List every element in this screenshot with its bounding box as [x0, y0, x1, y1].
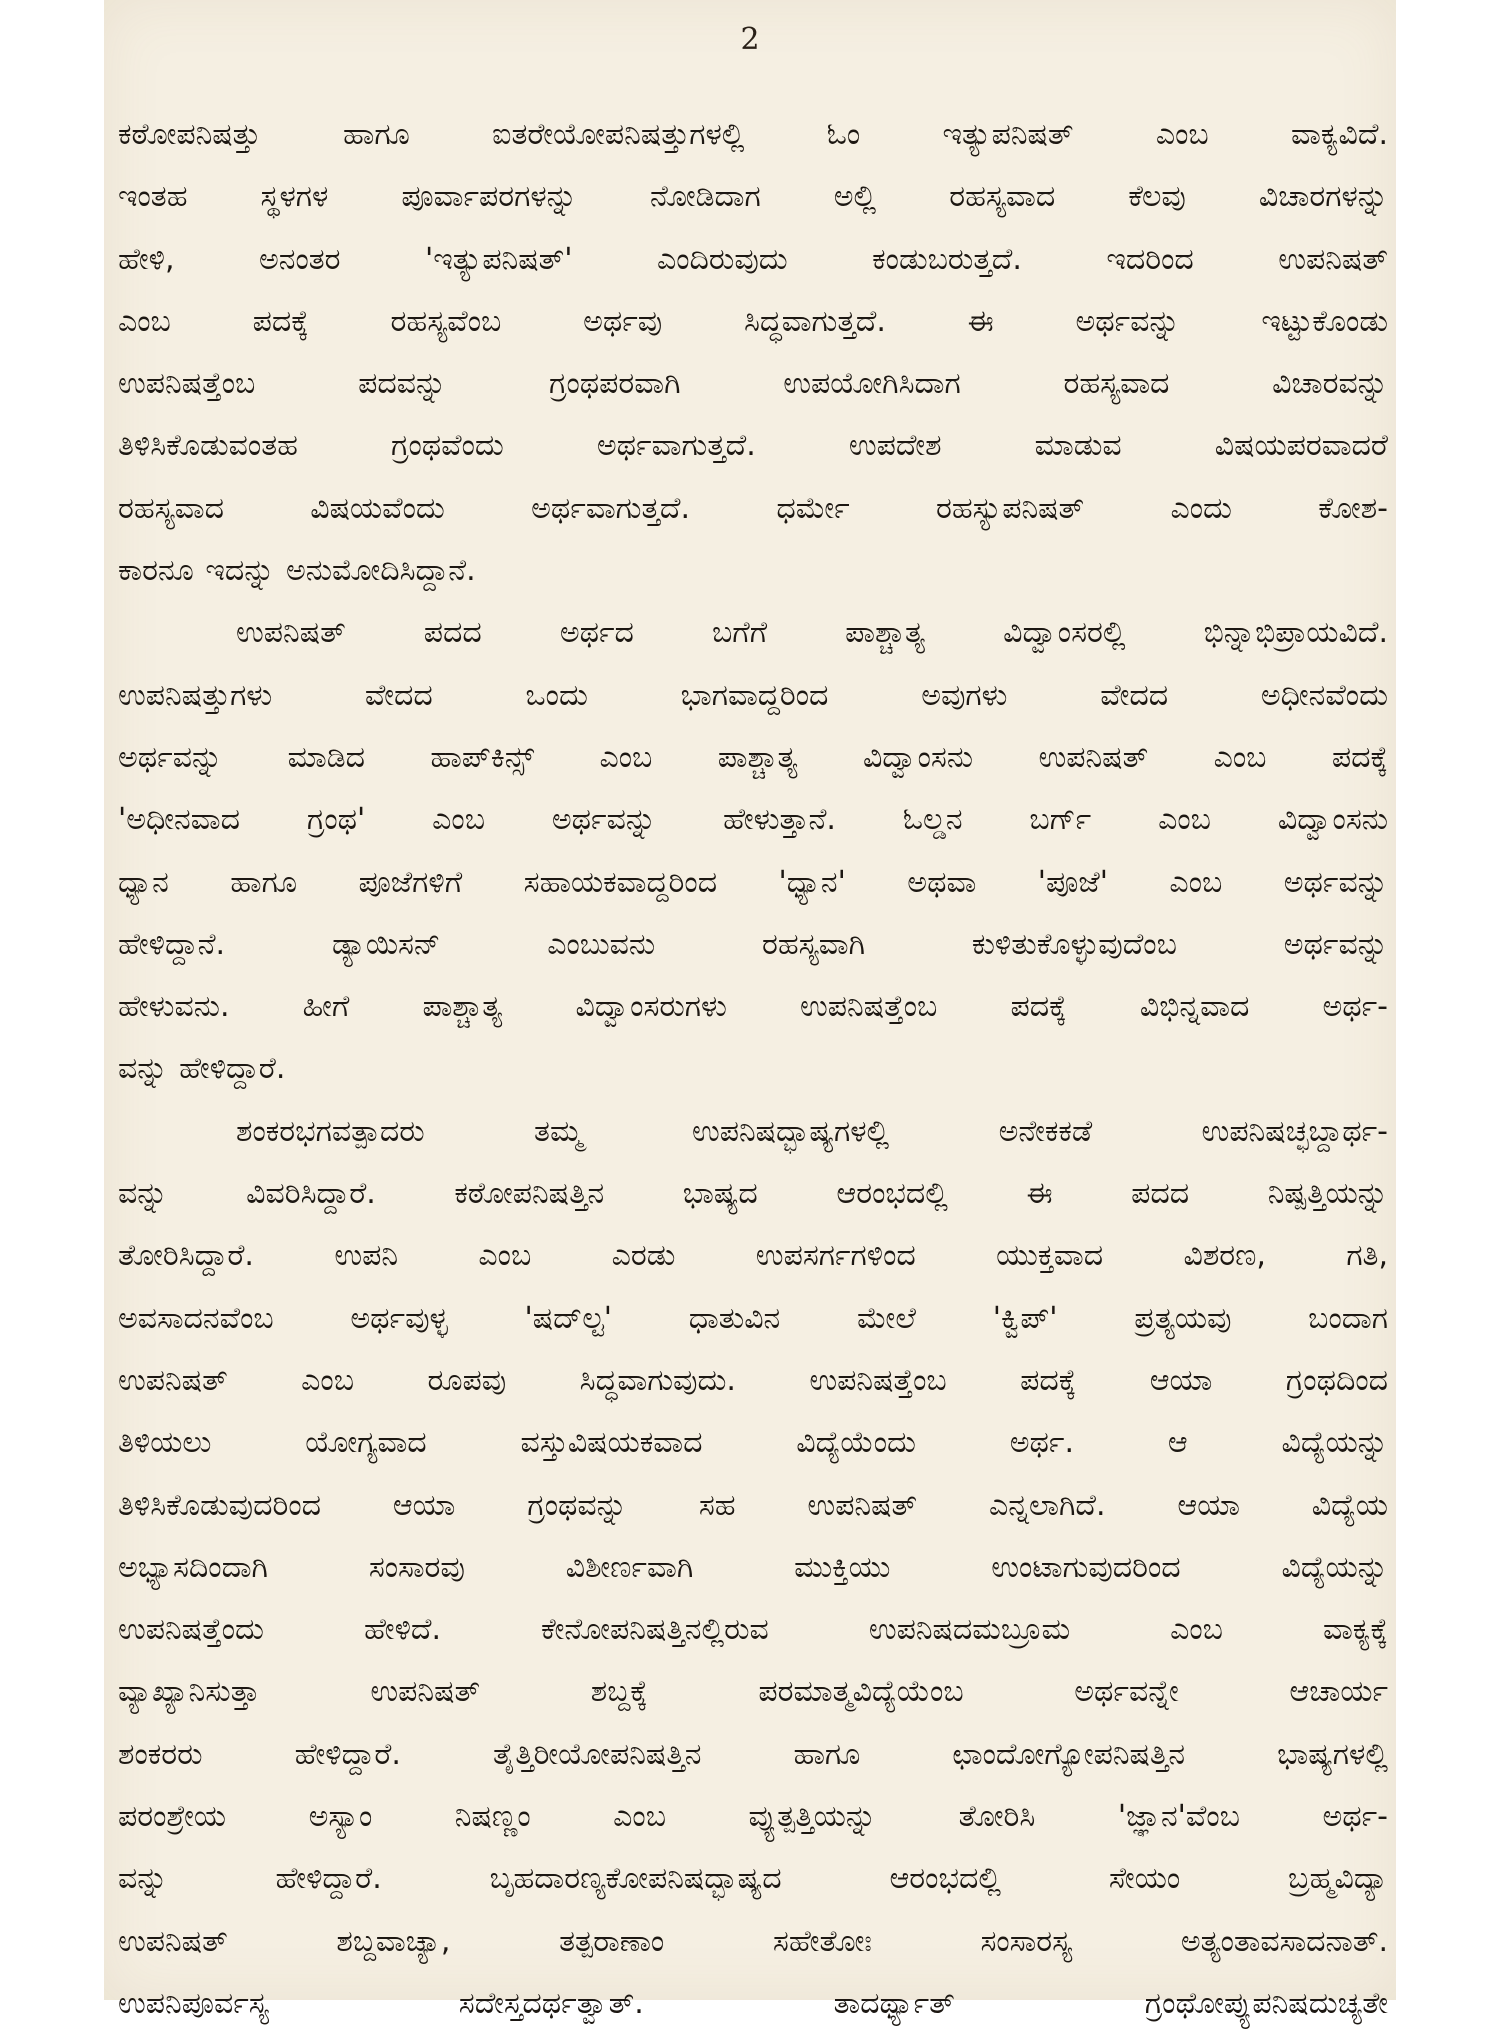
text-line: ಹೇಳುವನು. ಹೀಗೆ ಪಾಶ್ಚಾತ್ಯ ವಿದ್ವಾಂಸರುಗಳು ಉಪನಿಷತ್ತೆಂಬ ಪದಕ್ಕೆ ವಿಭಿನ್ನವಾದ ಅರ್ಥ-	[118, 989, 1388, 1025]
text-line: ಕಾರನೂ ಇದನ್ನು ಅನುಮೋದಿಸಿದ್ದಾನೆ.	[118, 553, 476, 589]
text-line: ಉಪನಿಪೂರ್ವಸ್ಯ ಸದೇಸ್ತದರ್ಥತ್ವಾತ್. ತಾದರ್ಥ್ಯಾತ್ ಗ್ರಂಥೋಪ್ಯುಪನಿಷದುಚ್ಯತೇ	[118, 1985, 1388, 2021]
text-line: ಧ್ಯಾನ ಹಾಗೂ ಪೂಜೆಗಳಿಗೆ ಸಹಾಯಕವಾದ್ದರಿಂದ 'ಧ್ಯಾನ' ಅಥವಾ 'ಪೂಜೆ' ಎಂಬ ಅರ್ಥವನ್ನು	[118, 864, 1388, 900]
text-line: ಉಪನಿಷತ್ತೆಂಬ ಪದವನ್ನು ಗ್ರಂಥಪರವಾಗಿ ಉಪಯೋಗಿಸಿದಾಗ ರಹಸ್ಯವಾದ ವಿಚಾರವನ್ನು	[118, 366, 1388, 402]
text-line: ಉಪನಿಷತ್ತುಗಳು ವೇದದ ಒಂದು ಭಾಗವಾದ್ದರಿಂದ ಅವುಗಳು ವೇದದ ಅಧೀನವೆಂದು	[118, 677, 1388, 713]
text-line: ಉಪನಿಷತ್ ಶಬ್ದವಾಚ್ಯಾ, ತತ್ಪರಾಣಾಂ ಸಹೇತೋಃ ಸಂಸಾರಸ್ಯ ಅತ್ಯಂತಾವಸಾದನಾತ್.	[118, 1923, 1388, 1959]
text-line: ಪರಂಶ್ರೇಯ ಅಸ್ಯಾಂ ನಿಷಣ್ಣಂ ಎಂಬ ವ್ಯುತ್ಪತ್ತಿಯನ್ನು ತೋರಿಸಿ 'ಜ್ಞಾನ'ವೆಂಬ ಅರ್ಥ-	[118, 1799, 1388, 1835]
text-line: ಅವಸಾದನವೆಂಬ ಅರ್ಥವುಳ್ಳ 'ಷದ್‌ಲ್ಟ' ಧಾತುವಿನ ಮೇಲೆ 'ಕ್ವಿಪ್' ಪ್ರತ್ಯಯವು ಬಂದಾಗ	[118, 1300, 1388, 1336]
text-line: ಹೇಳಿದ್ದಾನೆ. ಡ್ಯಾಯಿಸನ್ ಎಂಬುವನು ರಹಸ್ಯವಾಗಿ ಕುಳಿತುಕೊಳ್ಳುವುದೆಂಬ ಅರ್ಥವನ್ನು	[118, 926, 1388, 962]
text-line: ಹೇಳಿ, ಅನಂತರ 'ಇತ್ಯುಪನಿಷತ್' ಎಂದಿರುವುದು ಕಂಡುಬರುತ್ತದೆ. ಇದರಿಂದ ಉಪನಿಷತ್	[118, 241, 1388, 277]
paragraph-start-line: ಉಪನಿಷತ್ ಪದದ ಅರ್ಥದ ಬಗೆಗೆ ಪಾಶ್ಚಾತ್ಯ ವಿದ್ವಾಂಸರಲ್ಲಿ ಭಿನ್ನಾಭಿಪ್ರಾಯವಿದೆ.	[236, 615, 1388, 651]
page-number: 2	[740, 22, 760, 57]
text-line: ತಿಳಿಸಿಕೊಡುವುದರಿಂದ ಆಯಾ ಗ್ರಂಥವನ್ನು ಸಹ ಉಪನಿಷತ್ ಎನ್ನಲಾಗಿದೆ. ಆಯಾ ವಿದ್ಯೆಯ	[118, 1487, 1388, 1523]
text-line: ವನ್ನು ಹೇಳಿದ್ದಾರೆ.	[118, 1051, 286, 1087]
paragraph-start-line: ಶಂಕರಭಗವತ್ಪಾದರು ತಮ್ಮ ಉಪನಿಷದ್ಭಾಷ್ಯಗಳಲ್ಲಿ ಅನೇಕಕಡೆ ಉಪನಿಷಚ್ಛಬ್ದಾರ್ಥ-	[236, 1113, 1388, 1149]
text-line: ಉಪನಿಷತ್ತೆಂದು ಹೇಳಿದೆ. ಕೇನೋಪನಿಷತ್ತಿನಲ್ಲಿರುವ ಉಪನಿಷದಮಬ್ರೂಮ ಎಂಬ ವಾಕ್ಯಕ್ಕೆ	[118, 1612, 1388, 1648]
book-page	[104, 0, 1396, 2021]
text-line: ಉಪನಿಷತ್ ಎಂಬ ರೂಪವು ಸಿದ್ಧವಾಗುವುದು. ಉಪನಿಷತ್ತೆಂಬ ಪದಕ್ಕೆ ಆಯಾ ಗ್ರಂಥದಿಂದ	[118, 1362, 1388, 1398]
text-line: ರಹಸ್ಯವಾದ ವಿಷಯವೆಂದು ಅರ್ಥವಾಗುತ್ತದೆ. ಧರ್ಮೇ ರಹಸ್ಯುಪನಿಷತ್ ಎಂದು ಕೋಶ-	[118, 490, 1388, 526]
text-line: ತಿಳಿಯಲು ಯೋಗ್ಯವಾದ ವಸ್ತುವಿಷಯಕವಾದ ವಿದ್ಯೆಯೆಂದು ಅರ್ಥ. ಆ ವಿದ್ಯೆಯನ್ನು	[118, 1425, 1388, 1461]
text-line: ವನ್ನು ವಿವರಿಸಿದ್ದಾರೆ. ಕಠೋಪನಿಷತ್ತಿನ ಭಾಷ್ಯದ ಆರಂಭದಲ್ಲಿ ಈ ಪದದ ನಿಷ್ಪತ್ತಿಯನ್ನು	[118, 1176, 1388, 1212]
text-line: ತಿಳಿಸಿಕೊಡುವಂತಹ ಗ್ರಂಥವೆಂದು ಅರ್ಥವಾಗುತ್ತದೆ. ಉಪದೇಶ ಮಾಡುವ ವಿಷಯಪರವಾದರೆ	[118, 428, 1388, 464]
text-line: ಕಠೋಪನಿಷತ್ತು ಹಾಗೂ ಐತರೇಯೋಪನಿಷತ್ತುಗಳಲ್ಲಿ ಓಂ ಇತ್ಯುಪನಿಷತ್ ಎಂಬ ವಾಕ್ಯವಿದೆ.	[118, 117, 1388, 152]
text-line: ಇಂತಹ ಸ್ಥಳಗಳ ಪೂರ್ವಾಪರಗಳನ್ನು ನೋಡಿದಾಗ ಅಲ್ಲಿ ರಹಸ್ಯವಾದ ಕೆಲವು ವಿಚಾರಗಳನ್ನು	[118, 179, 1388, 215]
text-line: ತೋರಿಸಿದ್ದಾರೆ. ಉಪನಿ ಎಂಬ ಎರಡು ಉಪಸರ್ಗಗಳಿಂದ ಯುಕ್ತವಾದ ವಿಶರಣ, ಗತಿ,	[118, 1238, 1388, 1274]
text-line: ಅರ್ಥವನ್ನು ಮಾಡಿದ ಹಾಪ್‌ಕಿನ್ಸ್ ಎಂಬ ಪಾಶ್ಚಾತ್ಯ ವಿದ್ವಾಂಸನು ಉಪನಿಷತ್ ಎಂಬ ಪದಕ್ಕೆ	[118, 739, 1388, 775]
text-line: ಅಭ್ಯಾಸದಿಂದಾಗಿ ಸಂಸಾರವು ವಿಶೀರ್ಣವಾಗಿ ಮುಕ್ತಿಯು ಉಂಟಾಗುವುದರಿಂದ ವಿದ್ಯೆಯನ್ನು	[118, 1549, 1388, 1585]
text-line: ವನ್ನು ಹೇಳಿದ್ದಾರೆ. ಬೃಹದಾರಣ್ಯಕೋಪನಿಷದ್ಭಾಷ್ಯದ ಆರಂಭದಲ್ಲಿ ಸೇಯಂ ಬ್ರಹ್ಮವಿದ್ಯಾ	[118, 1861, 1388, 1897]
text-line: 'ಅಧೀನವಾದ ಗ್ರಂಥ' ಎಂಬ ಅರ್ಥವನ್ನು ಹೇಳುತ್ತಾನೆ. ಓಲ್ಡನ ಬರ್ಗ್ ಎಂಬ ವಿದ್ವಾಂಸನು	[118, 802, 1388, 838]
text-line: ಎಂಬ ಪದಕ್ಕೆ ರಹಸ್ಯವೆಂಬ ಅರ್ಥವು ಸಿದ್ಧವಾಗುತ್ತದೆ. ಈ ಅರ್ಥವನ್ನು ಇಟ್ಟುಕೊಂಡು	[118, 303, 1388, 339]
text-line: ಶಂಕರರು ಹೇಳಿದ್ದಾರೆ. ತೈತ್ತಿರೀಯೋಪನಿಷತ್ತಿನ ಹಾಗೂ ಛಾಂದೋಗ್ಯೋಪನಿಷತ್ತಿನ ಭಾಷ್ಯಗಳಲ್ಲಿ	[118, 1736, 1388, 1772]
body-text	[118, 104, 1388, 2035]
text-line: ವ್ಯಾಖ್ಯಾನಿಸುತ್ತಾ ಉಪನಿಷತ್ ಶಬ್ದಕ್ಕೆ ಪರಮಾತ್ಮವಿದ್ಯೆಯೆಂಬ ಅರ್ಥವನ್ನೇ ಆಚಾರ್ಯ	[118, 1674, 1388, 1710]
